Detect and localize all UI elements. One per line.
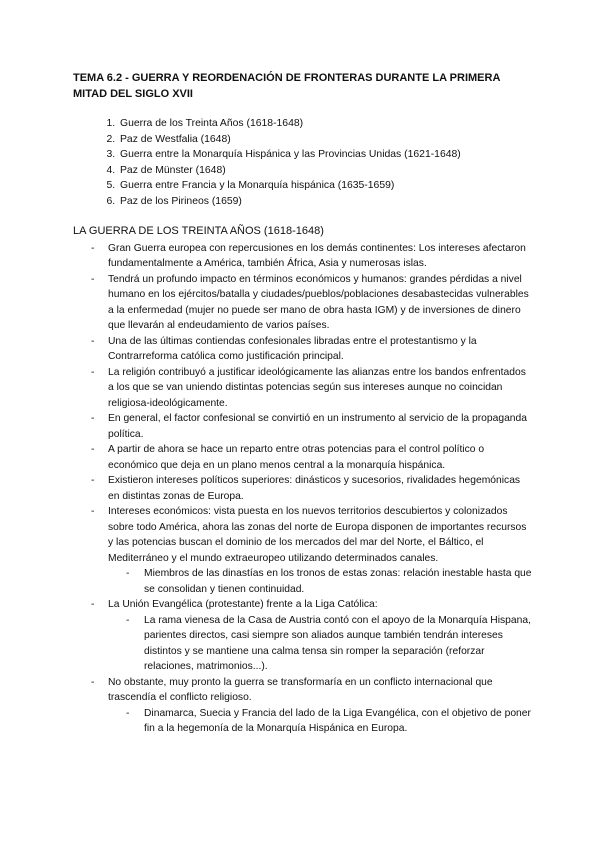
bullet-item	[73, 442, 533, 473]
topic-list	[73, 116, 533, 210]
bullet-text: La religión contribuyó a justificar ideológicamente las alianzas entre los bandos enfrentados a los que se van uniendo distintas potencias según sus intereses aunque no coincidan religiosa-ideológicamente.	[108, 366, 526, 409]
bullet-text: Una de las últimas contiendas confesionales libradas entre el protestantismo y la Contrarreforma católica como justificación principal.	[108, 335, 477, 363]
document-title: TEMA 6.2 - GUERRA Y REORDENACIÓN DE FRONTERAS DURANTE LA PRIMERA MITAD DEL SIGLO XVII	[73, 72, 500, 100]
bullet-text: No obstante, muy pronto la guerra se transformaría en un conflicto internacional que trascendía el conflicto religioso.	[108, 676, 493, 704]
bullet-list	[73, 241, 533, 737]
topic-item: 3. Guerra entre la Monarquía Hispánica y las Provincias Unidas (1621-1648)	[118, 147, 533, 163]
sub-bullet-item	[108, 566, 533, 597]
dash-marker: -	[91, 366, 95, 378]
bullet-text: En general, el factor confesional se convirtió en un instrumento al servicio de la propaganda política.	[108, 413, 527, 440]
sub-bullet-item	[108, 706, 533, 737]
bullet-item	[73, 241, 533, 272]
sub-bullet-item	[108, 613, 533, 675]
dash-marker: -	[91, 444, 95, 456]
topic-item: 6. Paz de los Pirineos (1659)	[118, 194, 533, 210]
bullet-item	[73, 597, 533, 675]
dash-marker: -	[91, 335, 95, 347]
dash-marker: -	[91, 413, 95, 425]
dash-marker: -	[126, 707, 130, 719]
sub-bullet-list	[108, 566, 533, 597]
bullet-text: Existieron intereses políticos superiores: dinásticos y sucesorios, rivalidades hegemónicas en distintas zonas de Europa.	[108, 475, 521, 502]
bullet-item	[73, 473, 533, 504]
bullet-text: Intereses económicos: vista puesta en los nuevos territorios descubiertos y colonizados sobre todo América, ahora las zonas del norte de Europa disponen de importantes recursos y las potencias buscan el dominio de los mercados del mar del Norte, el Báltico, el Mediterráneo y el mundo extraeuropeo utilizando determinados canales.	[108, 506, 527, 564]
topic-item: 2. Paz de Westfalia (1648)	[118, 132, 533, 148]
dash-marker: -	[91, 242, 95, 254]
bullet-item	[73, 411, 533, 442]
bullet-text: La Unión Evangélica (protestante) frente a la Liga Católica:	[108, 599, 378, 611]
bullet-text: Gran Guerra europea con repercusiones en los demás continentes: Los intereses afectaron fundamentalmente a América, también África, Asia y numerosas islas.	[108, 242, 526, 270]
sub-bullet-list	[108, 706, 533, 737]
dash-marker: -	[91, 599, 95, 611]
dash-marker: -	[126, 614, 130, 626]
bullet-item	[73, 272, 533, 334]
topic-item: 4. Paz de Münster (1648)	[118, 163, 533, 179]
bullet-item	[73, 675, 533, 737]
bullet-item	[73, 365, 533, 412]
bullet-text: A partir de ahora se hace un reparto entre otras potencias para el control político o económico que deja en un plano menos central a la monarquía hispánica.	[108, 444, 485, 471]
dash-marker: -	[91, 676, 95, 688]
bullet-item	[73, 504, 533, 597]
sub-bullet-text: Dinamarca, Suecia y Francia del lado de la Liga Evangélica, con el objetivo de poner fin a la hegemonía de la Monarquía Hispánica en Europa.	[144, 707, 531, 735]
dash-marker: -	[126, 568, 130, 580]
topic-item: 1. Guerra de los Treinta Años (1618-1648)	[118, 116, 533, 132]
sub-bullet-list	[108, 613, 533, 675]
dash-marker: -	[91, 273, 95, 285]
bullet-item	[73, 334, 533, 365]
dash-marker: -	[91, 506, 95, 518]
sub-bullet-text: Miembros de las dinastías en los tronos de estas zonas: relación inestable hasta que se consolidan y tienen continuidad.	[144, 568, 532, 595]
sub-bullet-text: La rama vienesa de la Casa de Austria contó con el apoyo de la Monarquía Hispana, parientes directos, casi siempre son aliados aunque también tendrán intereses distintos y se mantiene una calma tensa sin romper la separación (reforzar relaciones, matrimonios...).	[144, 614, 531, 673]
section-heading: LA GUERRA DE LOS TREINTA AÑOS (1618-1648)	[73, 224, 324, 237]
topic-item: 5. Guerra entre Francia y la Monarquía hispánica (1635-1659)	[118, 178, 533, 194]
dash-marker: -	[91, 475, 95, 487]
document-page	[73, 70, 533, 737]
bullet-text: Tendrá un profundo impacto en términos económicos y humanos: grandes pérdidas a nivel humano en los ejércitos/batalla y ciudades/pueblos/poblaciones desabastecidas vulnerables a la enfermedad (mujer no puede ser mano de obra hasta IGM) y de inversiones de dinero que llevarán al endeudamiento de varios países.	[108, 273, 529, 332]
